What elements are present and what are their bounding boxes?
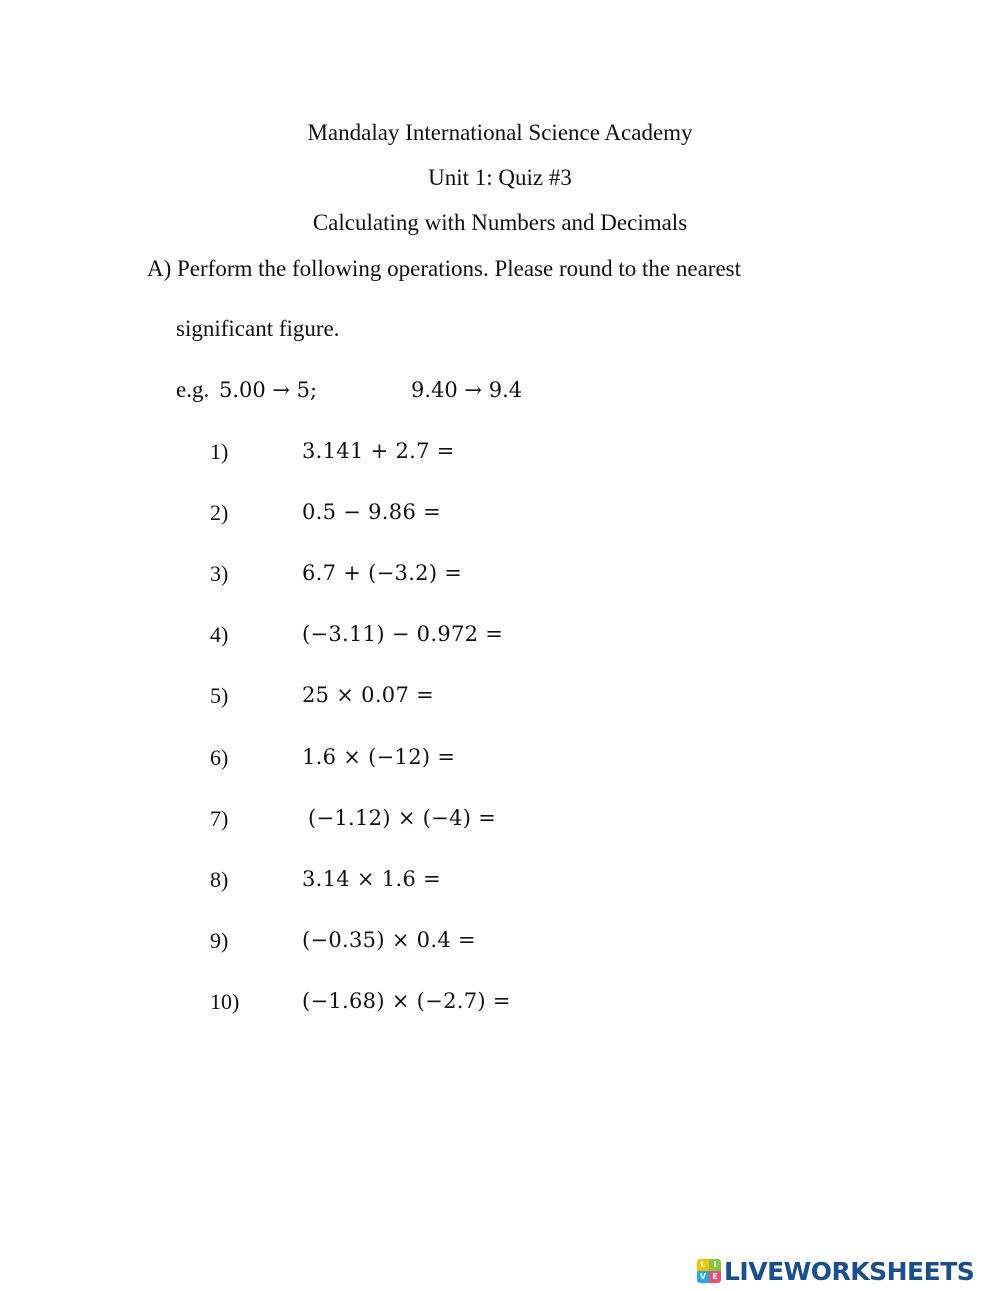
question-number: 3)	[210, 561, 229, 586]
watermark-text: LIVEWORKSHEETS	[724, 1256, 975, 1286]
question-expression: 25 × 0.07 =	[302, 683, 434, 707]
question-expression: 3.141 + 2.7 =	[302, 439, 455, 463]
question-number: 10)	[210, 989, 240, 1014]
question-expression: (−0.35) × 0.4 =	[302, 928, 476, 952]
liveworksheets-logo-icon: L I V E	[697, 1259, 721, 1283]
quiz-title: Unit 1: Quiz #3	[428, 165, 572, 190]
question-number: 1)	[210, 439, 229, 464]
question-number: 6)	[210, 745, 229, 770]
question-expression: 1.6 × (−12) =	[302, 745, 456, 769]
question-expression: 3.14 × 1.6 =	[302, 867, 441, 891]
instruction-line-2: significant figure.	[176, 316, 340, 341]
example-1: 5.00 → 5;	[218, 378, 318, 402]
question-number: 9)	[210, 928, 229, 953]
example-prefix: e.g.	[176, 377, 210, 402]
question-expression: 6.7 + (−3.2) =	[302, 561, 463, 585]
quiz-topic: Calculating with Numbers and Decimals	[312, 210, 688, 235]
instruction-line-1: A) Perform the following operations. Please round to the nearest	[147, 256, 742, 281]
question-expression: (−1.68) × (−2.7) =	[302, 989, 511, 1013]
question-expression: (−3.11) − 0.972 =	[302, 622, 504, 646]
question-expression: 0.5 − 9.86 =	[302, 500, 441, 524]
question-expression: (−1.12) × (−4) =	[308, 806, 497, 830]
question-number: 5)	[210, 683, 229, 708]
example-2-wrap	[411, 375, 522, 405]
question-number: 4)	[210, 622, 229, 647]
question-number: 7)	[210, 806, 229, 831]
example-2: 9.40 → 9.4	[411, 378, 523, 402]
liveworksheets-watermark	[697, 1256, 974, 1286]
question-number: 2)	[210, 500, 229, 525]
example-line	[176, 375, 317, 405]
school-name: Mandalay International Science Academy	[307, 120, 693, 145]
question-number: 8)	[210, 867, 229, 892]
